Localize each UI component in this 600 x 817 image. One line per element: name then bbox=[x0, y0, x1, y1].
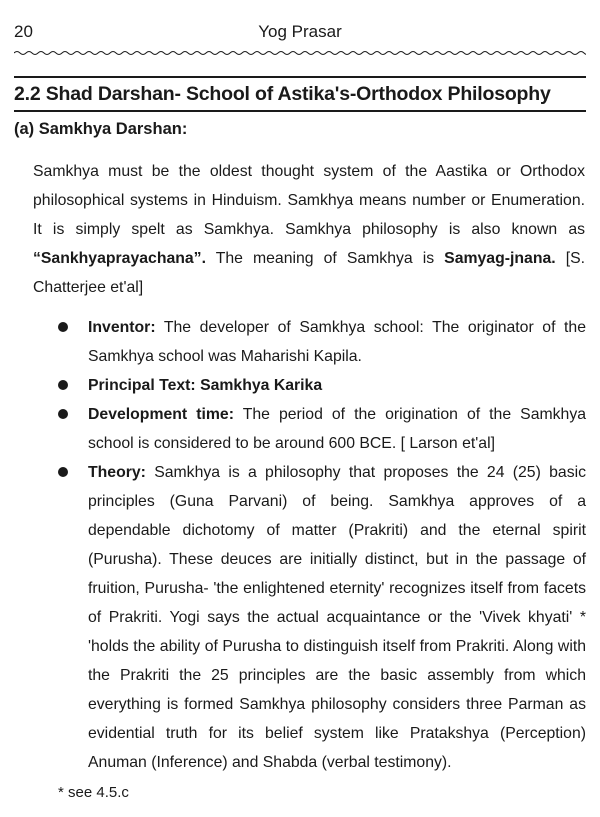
intro-text-2: The meaning of Samkhya is bbox=[205, 250, 445, 267]
bullet-label: Inventor: bbox=[88, 319, 156, 336]
bullet-text: Samkhya is a philosophy that proposes the 24 (25) basic principles (Guna Parvani) of being. Samkhya approves of a dependable dichotomy of matter (Prakriti) and the eternal spirit (Purusha). These deuces are initially distinct, but in the passage of fruition, Purusha- 'the enlightened eternity' recognizes itself from facets of Prakriti. Yogi says the actual acquaintance or the 'Vivek khyati' * 'holds the ability of Purusha to distinguish itself from Prakriti. Along with the Prakriti the 25 principles are the basic assembly from which everything is formed Samkhya philosophy considers three Parman as evidential truth for its belief system like Pratakshya (Perception) Anuman (Inference) and Shabda (verbal testimony). bbox=[88, 464, 586, 771]
bullet-text: The developer of Samkhya school: The originator of the Samkhya school was Maharishi Kapila. bbox=[88, 319, 586, 365]
bullet-dot-icon bbox=[58, 467, 68, 477]
page-number: 20 bbox=[14, 22, 33, 41]
bullet-text: The period of the origination of the Samkhya school is considered to be around 600 BCE. [ Larson et'al] bbox=[88, 406, 587, 452]
intro-bold-term-1: “Sankhyaprayachana”. bbox=[33, 250, 206, 267]
bullet-label: Development time: bbox=[88, 406, 234, 423]
section-heading: 2.2 Shad Darshan- School of Astika's-Orthodox Philosophy bbox=[14, 83, 551, 105]
intro-text-1: Samkhya must be the oldest thought system of the Aastika or Orthodox philosophical systems in Hinduism. Samkhya means number or Enumeration. It is simply spelt as Samkhya. Samkhya philosophy is also known as bbox=[33, 163, 585, 238]
bullet-list bbox=[56, 313, 586, 777]
intro-paragraph bbox=[33, 157, 585, 302]
bullet-label: Theory: bbox=[88, 464, 146, 481]
bullet-label: Principal Text: Samkhya Karika bbox=[88, 377, 323, 394]
bullet-item-development-time bbox=[56, 400, 586, 458]
bullet-dot-icon bbox=[58, 322, 68, 332]
page-header bbox=[0, 8, 600, 58]
heading-bottom-rule bbox=[14, 110, 586, 112]
bullet-dot-icon bbox=[58, 409, 68, 419]
section-heading-block bbox=[14, 76, 586, 112]
running-title: Yog Prasar bbox=[258, 22, 342, 41]
intro-text-3: [S. Chatterjee et'al] bbox=[33, 250, 586, 296]
wavy-rule bbox=[14, 49, 586, 57]
subsection-heading: (a) Samkhya Darshan: bbox=[14, 120, 188, 138]
intro-bold-term-2: Samyag-jnana. bbox=[444, 250, 556, 267]
bullet-item-inventor bbox=[56, 313, 586, 371]
bullet-item-principal-text bbox=[56, 371, 586, 400]
bullet-item-theory bbox=[56, 458, 586, 777]
bullet-dot-icon bbox=[58, 380, 68, 390]
footnote: * see 4.5.c bbox=[58, 784, 129, 801]
